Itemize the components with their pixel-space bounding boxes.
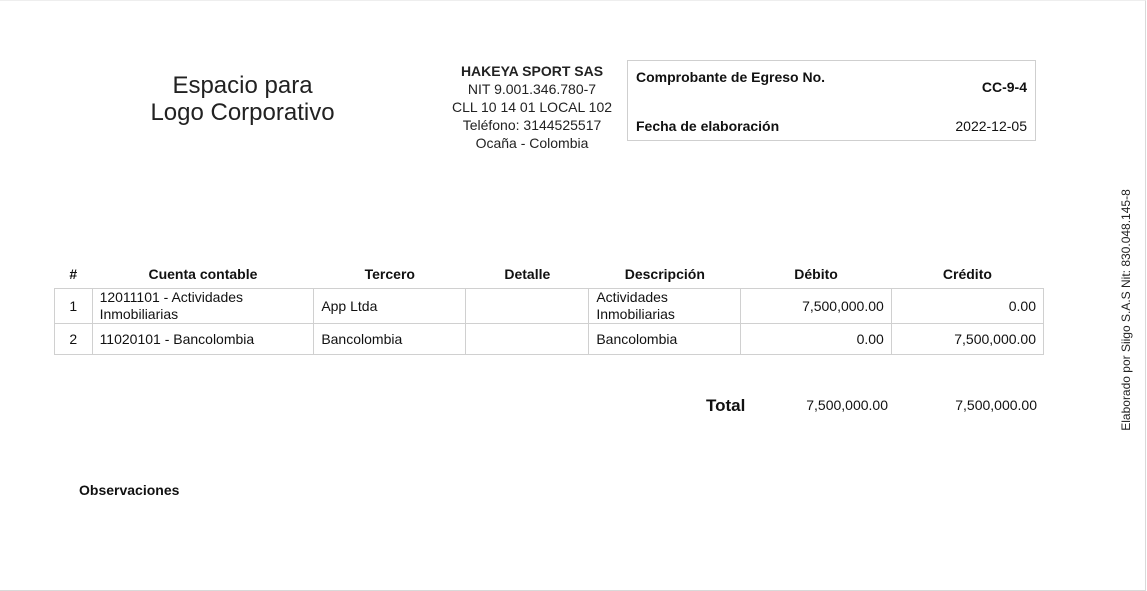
logo-line-2: Logo Corporativo: [150, 99, 335, 126]
cell-description: Actividades Inmobiliarias: [589, 289, 741, 324]
header-debit: Débito: [794, 266, 838, 282]
voucher-box: [627, 60, 1036, 141]
cell-credit: 0.00: [891, 289, 1043, 324]
cell-account: 11020101 - Bancolombia: [92, 324, 314, 355]
cell-debit: 0.00: [741, 324, 892, 355]
cell-third-party: App Ltda: [314, 289, 466, 324]
total-label: Total: [706, 396, 746, 415]
cell-detail: [466, 289, 589, 324]
header-number: #: [69, 266, 78, 282]
company-name: HAKEYA SPORT SAS: [460, 63, 604, 79]
cell-credit: 7,500,000.00: [891, 324, 1043, 355]
company-nit: NIT 9.001.346.780-7: [467, 81, 597, 97]
logo-placeholder: [125, 72, 360, 126]
cell-number: 1: [55, 289, 93, 324]
cell-description: Bancolombia: [589, 324, 741, 355]
side-credit: [1116, 160, 1136, 460]
company-info: [437, 62, 627, 152]
total-debit: 7,500,000.00: [806, 397, 888, 413]
header-third-party: Tercero: [364, 266, 415, 282]
cell-debit: 7,500,000.00: [741, 289, 892, 324]
cell-number: 2: [55, 324, 93, 355]
table-row: [55, 324, 1044, 355]
voucher-type-label: Comprobante de Egreso No.: [636, 69, 826, 85]
observations-label: Observaciones: [79, 482, 180, 498]
voucher-number: CC-9-4: [981, 79, 1027, 95]
cell-third-party: Bancolombia: [314, 324, 466, 355]
table-row: [55, 289, 1044, 324]
logo-line-1: Espacio para: [172, 72, 313, 99]
header-description: Descripción: [624, 266, 705, 282]
date-label: Fecha de elaboración: [636, 118, 780, 134]
company-phone: Teléfono: 3144525517: [462, 117, 602, 133]
company-city: Ocaña - Colombia: [475, 135, 589, 151]
company-address: CLL 10 14 01 LOCAL 102: [451, 99, 613, 115]
side-credit-text: Elaborado por Siigo S.A.S Nit: 830.048.145-8: [1119, 189, 1133, 431]
total-credit: 7,500,000.00: [955, 397, 1037, 413]
header-detail: Detalle: [504, 266, 551, 282]
header-credit: Crédito: [942, 266, 992, 282]
header-account: Cuenta contable: [148, 266, 258, 282]
cell-detail: [466, 324, 589, 355]
cell-account: 12011101 - Actividades Inmobiliarias: [92, 289, 314, 324]
table-header-row: [55, 260, 1044, 289]
entries-table: [54, 260, 1044, 355]
voucher-date: 2022-12-05: [955, 118, 1027, 134]
